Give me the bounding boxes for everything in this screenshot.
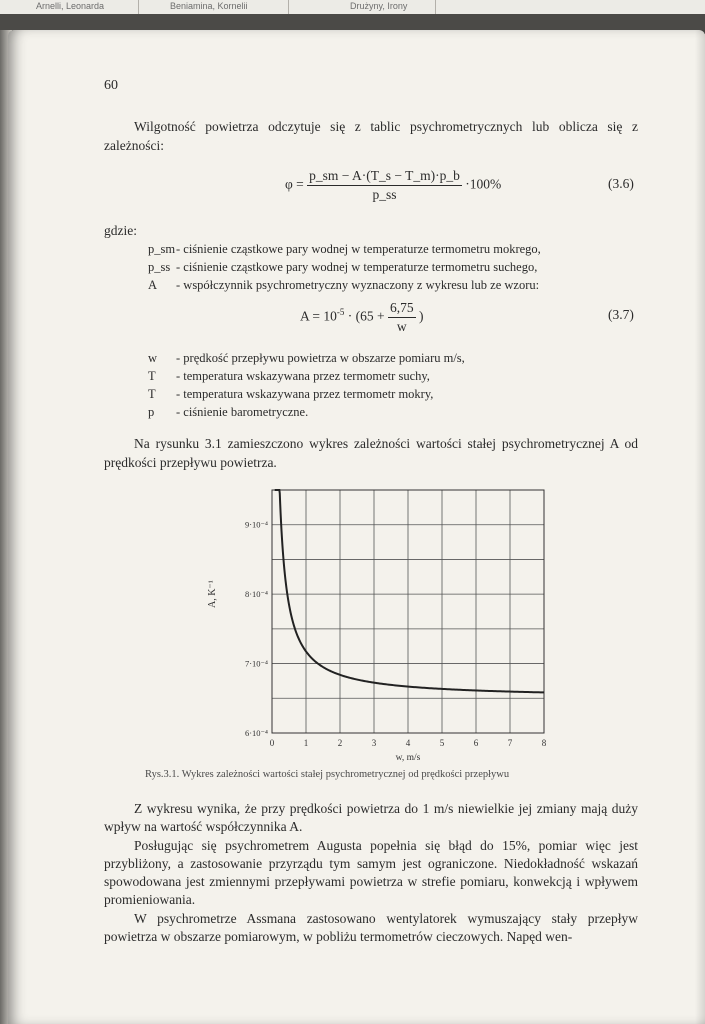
y-tick-label: 7·10⁻⁴ <box>244 658 268 669</box>
def-text: - współczynnik psychrometryczny wyznaczony z wykresu lub ze wzoru: <box>176 278 540 292</box>
equation-number-3-6: (3.6) <box>608 176 634 191</box>
equation-3-7 <box>300 300 423 335</box>
eq36-numerator: p_sm − A·(T_s − T_m)·p_b <box>307 168 462 186</box>
eq36-lhs: φ = <box>285 176 304 192</box>
x-tick-label: 8 <box>541 738 547 748</box>
tab-divider <box>288 0 289 14</box>
x-tick-label: 1 <box>303 738 309 748</box>
eq37-denominator: w <box>396 319 407 334</box>
page-number: 60 <box>104 78 118 93</box>
def-text: - temperatura wskazywana przez termometr suchy, <box>176 369 430 383</box>
x-tick-label: 7 <box>507 738 513 748</box>
y-axis-label: A, K⁻¹ <box>207 580 218 609</box>
page-edge-shade <box>695 30 705 1024</box>
equation-number-3-7: (3.7) <box>608 307 634 322</box>
eq36-fraction <box>307 168 462 203</box>
tab-divider <box>138 0 139 14</box>
tab-divider <box>435 0 436 14</box>
gdzie-label: gdzie: <box>104 223 137 238</box>
x-tick-label: 0 <box>269 738 275 748</box>
def-text: - ciśnienie cząstkowe pary wodnej w temperaturze termometru suchego, <box>176 260 538 274</box>
tab-arnelli[interactable]: Arnelli, Leonarda <box>36 1 105 11</box>
y-tick-label: 9·10⁻⁴ <box>244 519 268 530</box>
def-sym: p <box>148 405 155 419</box>
def-text: - prędkość przepływu powietrza w obszarze pomiaru m/s, <box>176 351 465 365</box>
def-sym: p_sm <box>148 242 176 256</box>
paragraph-1: Wilgotność powietrza odczytuje się z tablic psychrometrycznych lub oblicza się z zależności: <box>104 119 638 153</box>
eq36-suffix: ·100% <box>465 176 502 192</box>
def-sym: T <box>148 369 156 383</box>
eq37-close: ) <box>418 308 424 324</box>
y-tick-label: 8·10⁻⁴ <box>244 589 268 600</box>
def-sym: w <box>148 351 158 365</box>
paragraph-4: Posługując się psychrometrem Augusta popełnia się błąd do 15%, pomiar więc jest przybliżony, a zastosowanie przyrządu tym samym jest ograniczone. Niedokładność wskazań spowodowana jest zmiennymi przepływami powietrza w strefie pomiaru, konwekcją i wpływem promieniowania. <box>104 838 638 907</box>
x-tick-label: 6 <box>473 738 479 748</box>
eq36-denominator: p_ss <box>372 187 397 202</box>
paragraph-2: Na rysunku 3.1 zamieszczono wykres zależności wartości stałej psychrometrycznej A od prędkości przepływu powietrza. <box>104 436 638 470</box>
x-tick-label: 3 <box>371 738 377 748</box>
def-sym: T <box>148 387 156 401</box>
paragraph-3: Z wykresu wynika, że przy prędkości powietrza do 1 m/s niewielkie jej zmiany mają duży wpływ na wartość współczynnika A. <box>104 801 638 834</box>
y-tick-label: 6·10⁻⁴ <box>244 728 268 738</box>
def-sym: p_ss <box>148 260 171 274</box>
figure-caption: Rys.3.1. Wykres zależności wartości stałej psychrometrycznej od prędkości przepływu <box>145 769 510 780</box>
def-text: - ciśnienie cząstkowe pary wodnej w temperaturze termometru mokrego, <box>176 242 541 256</box>
tab-druzyny[interactable]: Drużyny, Irony <box>350 1 408 11</box>
eq37-mid: · (65 + <box>347 308 385 324</box>
x-tick-label: 4 <box>405 738 411 748</box>
eq37-lhs: A = 10 <box>300 308 337 324</box>
def-text: - ciśnienie barometryczne. <box>176 405 309 419</box>
tab-beniamina[interactable]: Beniamina, Kornelii <box>170 1 248 11</box>
eq37-numerator: 6,75 <box>388 300 416 318</box>
eq37-fraction <box>388 300 416 335</box>
def-text: - temperatura wskazywana przez termometr mokry, <box>176 387 434 401</box>
def-sym: A <box>148 278 158 292</box>
paragraph-5: W psychrometrze Assmana zastosowano wentylatorek wymuszający stały przepływ powietrza w obszarze pomiarowym, w pobliżu termometrów cieczowych. Napęd wen- <box>104 911 638 944</box>
equation-3-6 <box>285 168 501 203</box>
x-axis-label: w, m/s <box>395 753 421 763</box>
browser-tab-strip <box>0 0 705 15</box>
x-tick-label: 2 <box>337 738 343 748</box>
x-tick-label: 5 <box>439 738 445 748</box>
eq37-exponent: -5 <box>336 307 345 318</box>
